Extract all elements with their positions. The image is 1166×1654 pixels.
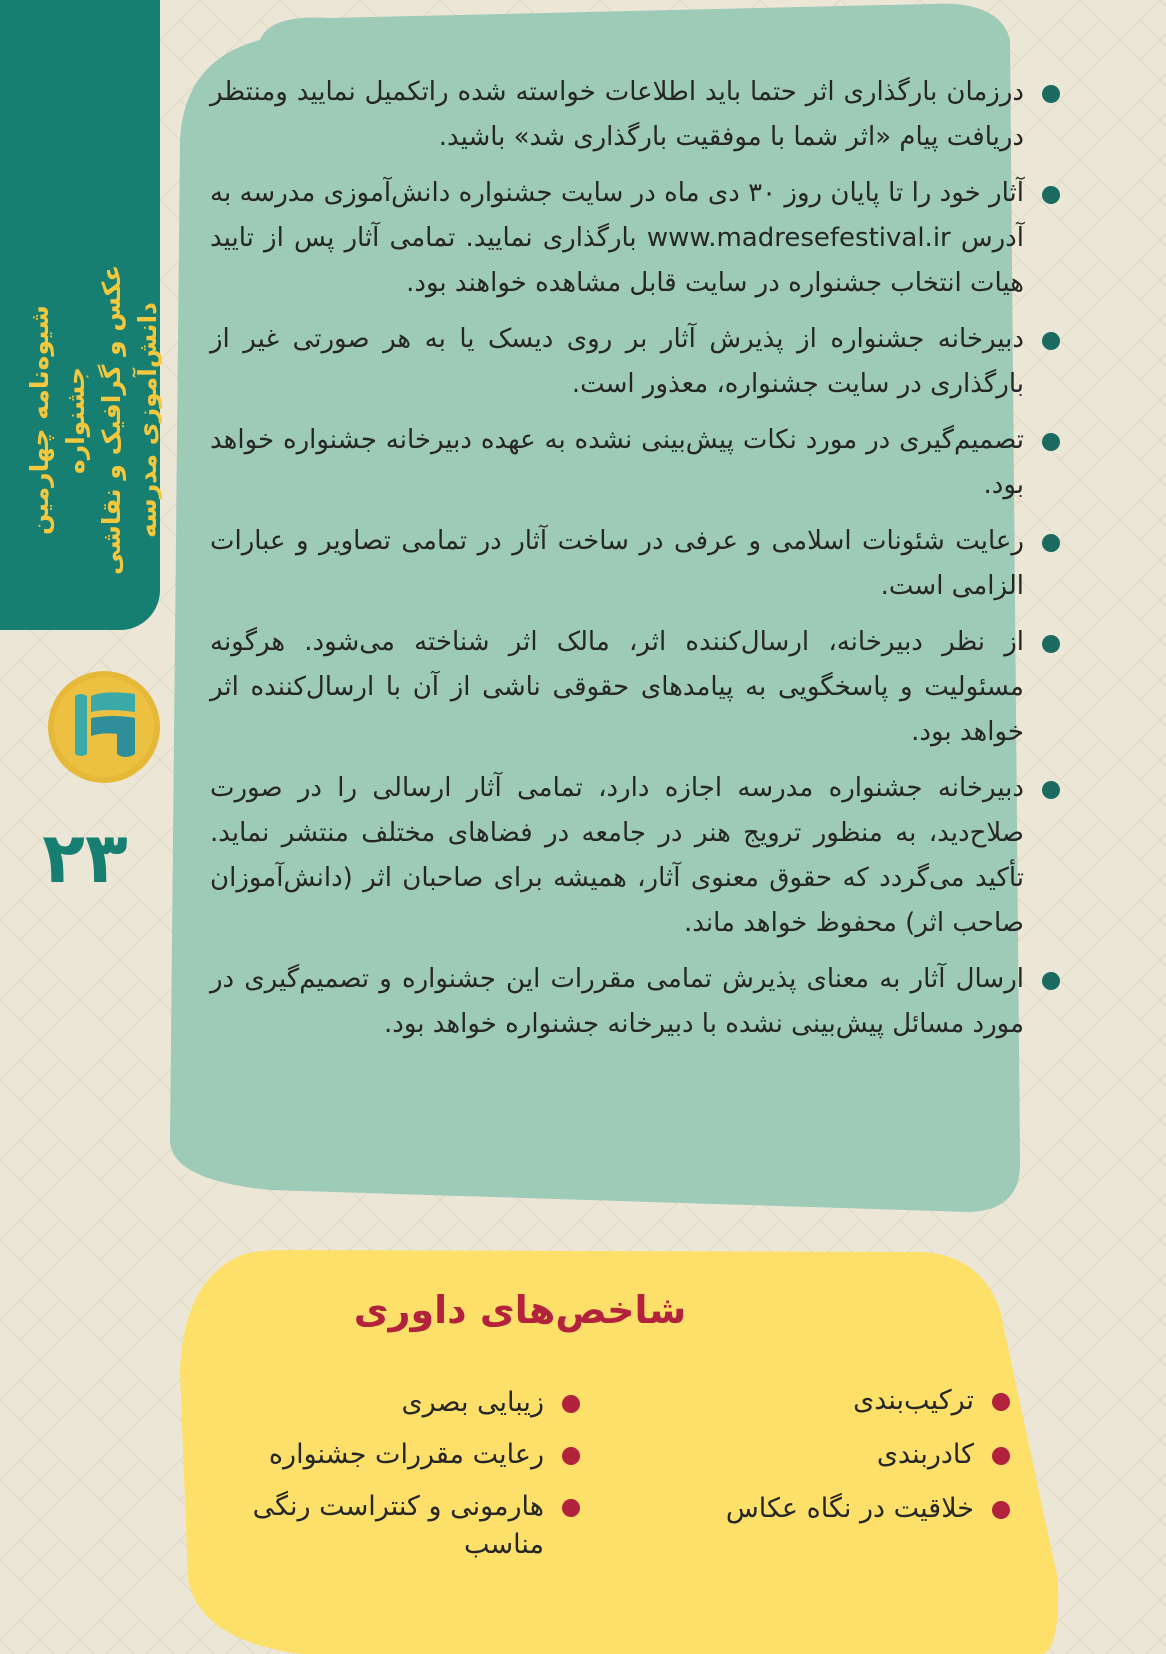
criteria-item bbox=[210, 1384, 580, 1422]
page-number: ۲۳ bbox=[42, 817, 128, 899]
festival-logo-icon bbox=[45, 668, 163, 786]
bullet-icon bbox=[992, 1447, 1010, 1465]
rule-text: دبیرخانه جشنواره از پذیرش آثار بر روی دیسک یا به هر صورتی غیر از بارگذاری در سایت جشنواره، معذور است. bbox=[210, 324, 1024, 399]
criteria-text: خلاقیت در نگاه عکاس bbox=[725, 1493, 974, 1524]
criteria-item bbox=[650, 1382, 1010, 1420]
bullet-icon bbox=[1042, 85, 1060, 103]
bullet-icon bbox=[1042, 972, 1060, 990]
criteria-text: ترکیب‌بندی bbox=[853, 1385, 974, 1416]
bullet-icon bbox=[1042, 186, 1060, 204]
rule-text: تصمیم‌گیری در مورد نکات پیش‌بینی نشده به عهده دبیرخانه جشنواره خواهد بود. bbox=[210, 425, 1024, 500]
rule-text: از نظر دبیرخانه، ارسال‌کننده اثر، مالک اثر شناخته می‌شود. هرگونه مسئولیت و پاسخگویی به پیامدهای حقوقی ناشی از آن با ارسال‌کننده اثر خواهد بود. bbox=[210, 627, 1024, 747]
criteria-text: رعایت مقررات جشنواره bbox=[268, 1439, 544, 1470]
criteria-item bbox=[210, 1436, 580, 1474]
bullet-icon bbox=[992, 1501, 1010, 1519]
side-title bbox=[22, 250, 162, 590]
criteria-item bbox=[650, 1490, 1010, 1528]
bullet-icon bbox=[1042, 635, 1060, 653]
side-title-line-1: شیوه‌نامه چهارمین جشنواره bbox=[25, 305, 90, 535]
rule-text: ارسال آثار به معنای پذیرش تمامی مقررات این جشنواره و تصمیم‌گیری در مورد مسائل پیش‌بینی نشده با دبیرخانه جشنواره خواهد بود. bbox=[210, 964, 1024, 1039]
rule-text: دبیرخانه جشنواره مدرسه اجازه دارد، تمامی آثار ارسالی را در صورت صلاح‌دید، به منظور ترویج هنر در جامعه در فضاهای مختلف منتشر نماید. تأکید می‌گردد که حقوق معنوی آثار، همیشه برای صاحبان اثر (دانش‌آموزان صاحب اثر) محفوظ خواهد ماند. bbox=[210, 773, 1024, 938]
rule-item bbox=[210, 620, 1060, 755]
bullet-icon bbox=[1042, 433, 1060, 451]
rule-item bbox=[210, 519, 1060, 609]
rule-item bbox=[210, 317, 1060, 407]
criteria-item bbox=[650, 1436, 1010, 1474]
bullet-icon bbox=[562, 1395, 580, 1413]
rule-text: درزمان بارگذاری اثر حتما باید اطلاعات خواسته شده راتکمیل نمایید ومنتظر دریافت پیام «اثر شما با موفقیت بارگذاری شد» باشید. bbox=[210, 77, 1024, 152]
rules-list bbox=[210, 70, 1060, 1058]
rule-text: رعایت شئونات اسلامی و عرفی در ساخت آثار در تمامی تصاویر و عبارات الزامی است. bbox=[210, 526, 1024, 601]
bullet-icon bbox=[992, 1393, 1010, 1411]
rule-text: آثار خود را تا پایان روز ۳۰ دی ماه در سایت جشنواره دانش‌آموزی مدرسه به آدرس www.madresefestival.ir بارگذاری نمایید. تمامی آثار پس از تایید هیات انتخاب جشنواره در سایت قابل مشاهده خواهند بود. bbox=[210, 178, 1024, 298]
rule-item bbox=[210, 957, 1060, 1047]
criteria-right-column bbox=[650, 1382, 1010, 1544]
bullet-icon bbox=[562, 1447, 580, 1465]
bullet-icon bbox=[562, 1499, 580, 1517]
rule-item bbox=[210, 418, 1060, 508]
bullet-icon bbox=[1042, 534, 1060, 552]
rule-item bbox=[210, 171, 1060, 306]
bullet-icon bbox=[1042, 332, 1060, 350]
side-title-line-3: دانش‌آموزی مدرسه bbox=[133, 302, 162, 538]
criteria-text: زیبایی بصری bbox=[401, 1387, 544, 1418]
criteria-left-column bbox=[210, 1384, 580, 1578]
criteria-text: کادربندی bbox=[876, 1439, 974, 1470]
bullet-icon bbox=[1042, 781, 1060, 799]
criteria-item bbox=[210, 1488, 580, 1564]
criteria-text: هارمونی و کنتراست رنگی مناسب bbox=[252, 1491, 544, 1560]
criteria-title: شاخص‌های داوری bbox=[353, 1288, 687, 1332]
rule-item bbox=[210, 766, 1060, 946]
side-title-line-2: عکس و گرافیک و نقاشی bbox=[97, 264, 126, 576]
rule-item bbox=[210, 70, 1060, 160]
